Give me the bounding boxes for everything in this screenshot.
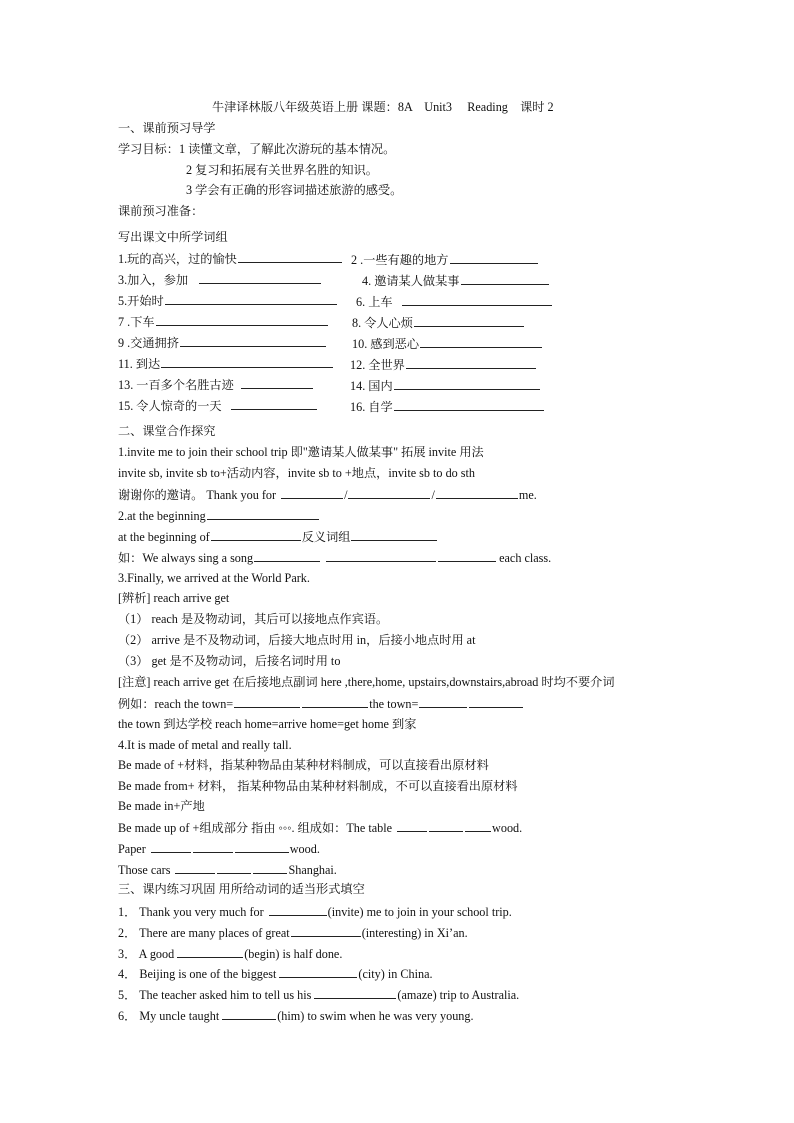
exercise-item: 1． Thank you very much for (invite) me to join in your school trip. (118, 905, 512, 919)
answer-blank[interactable] (156, 314, 328, 326)
phrase-prompt: 12. 全世界 (350, 358, 405, 372)
invite-usage: invite sb, invite sb to+活动内容，invite sb to +地点，invite sb to do sth (118, 466, 476, 480)
beginning-example: 如：We always sing a song each class. (118, 551, 552, 565)
section1-heading: 一、课前预习导学 (118, 121, 216, 135)
answer-blank[interactable] (151, 841, 191, 853)
answer-blank[interactable] (241, 377, 313, 389)
answer-blank[interactable] (402, 294, 552, 306)
section3-heading: 三、课内练习巩固 用所给动词的适当形式填空 (118, 882, 365, 896)
phrase-row (118, 272, 322, 288)
invite-note: 1.invite me to join their school trip 即"邀请某人做某事" 拓展 invite 用法 (118, 445, 484, 459)
phrase-prompt: 13. 一百多个名胜古迹 (118, 378, 234, 392)
answer-blank[interactable] (314, 987, 396, 999)
phrase-row (118, 335, 327, 351)
phrase-prompt: 2 .一些有趣的地方 (351, 253, 449, 267)
phrase-row-right (350, 377, 541, 394)
made-from-note: Be made from+ 材料， 指某种物品由某种材料制成，不可以直接看出原材料 (118, 779, 518, 793)
exercise-item: 4． Beijing is one of the biggest (city) in China. (118, 967, 433, 981)
phrase-prompt: 6. 上车 (356, 295, 393, 309)
beginning-note: 2.at the beginning (118, 508, 320, 524)
phrase-prompt: 14. 国内 (350, 379, 393, 393)
made-up-of-note: Be made up of +组成部分 指由 ◦◦◦. 组成如：The table wood. (118, 821, 523, 835)
answer-blank[interactable] (222, 1008, 276, 1020)
answer-blank[interactable] (348, 487, 430, 499)
answer-blank[interactable] (438, 550, 496, 562)
answer-blank[interactable] (254, 550, 320, 562)
prep-label: 课前预习准备： (118, 204, 204, 218)
answer-blank[interactable] (193, 841, 233, 853)
phrase-prompt: 16. 自学 (350, 400, 393, 414)
answer-blank[interactable] (238, 251, 342, 263)
phrase-row-right (356, 293, 553, 310)
phrase-prompt: 9 .交通拥挤 (118, 336, 179, 350)
answer-blank[interactable] (394, 399, 544, 411)
phrase-prompt: 15. 令人惊奇的一天 (118, 399, 222, 413)
answer-blank[interactable] (397, 820, 427, 832)
phrase-row-right (350, 398, 545, 415)
answer-blank[interactable] (161, 356, 333, 368)
phrase-prompt: 10. 感到恶心 (352, 337, 420, 351)
answer-blank[interactable] (461, 273, 549, 285)
phrase-row (118, 377, 314, 393)
goals-row-1 (118, 142, 395, 158)
answer-blank[interactable] (235, 841, 289, 853)
answer-blank[interactable] (253, 862, 287, 874)
reach-example: 例如：reach the town= the town= (118, 696, 524, 712)
phrase-prompt: 3.加入，参加 (118, 273, 189, 287)
attention-note: [注意] reach arrive get 在后接地点副词 here ,there,home, upstairs,downstairs,abroad 时均不要介词 (118, 675, 615, 689)
answer-blank[interactable] (394, 378, 540, 390)
reach-note: （1） reach 是及物动词，其后可以接地点作宾语。 (118, 612, 389, 626)
answer-blank[interactable] (279, 966, 357, 978)
phrase-prompt: 1.玩的高兴，过的愉快 (118, 252, 237, 266)
answer-blank[interactable] (326, 550, 436, 562)
answer-blank[interactable] (217, 862, 251, 874)
paper-example: Paper wood. (118, 842, 320, 856)
phrase-row-right (362, 272, 550, 289)
answer-blank[interactable] (465, 820, 491, 832)
beginning-of-note: at the beginning of 反义词组 (118, 529, 438, 545)
phrase-prompt: 11. 到达 (118, 357, 161, 371)
answer-blank[interactable] (351, 529, 437, 541)
answer-blank[interactable] (281, 487, 343, 499)
answer-blank[interactable] (231, 398, 317, 410)
answer-blank[interactable] (419, 696, 467, 708)
answer-blank[interactable] (429, 820, 463, 832)
answer-blank[interactable] (165, 293, 337, 305)
answer-blank[interactable] (180, 335, 326, 347)
distinguish-heading: [辨析] reach arrive get (118, 591, 230, 605)
answer-blank[interactable] (199, 272, 321, 284)
answer-blank[interactable] (177, 946, 243, 958)
answer-blank[interactable] (414, 315, 524, 327)
made-of-note: Be made of +材料，指某种物品由某种材料制成，可以直接看出原材料 (118, 758, 489, 772)
page-title: 牛津译林版八年级英语上册 课题：8A Unit3 Reading 课时 2 (212, 100, 554, 114)
answer-blank[interactable] (175, 862, 215, 874)
answer-blank[interactable] (420, 336, 542, 348)
phrase-prompt: 5.开始时 (118, 294, 164, 308)
exercise-item: 5． The teacher asked him to tell us his (amaze) trip to Australia. (118, 988, 520, 1002)
made-in-note: Be made in+产地 (118, 799, 205, 813)
get-note: （3） get 是不及物动词，后接名词时用 to (118, 654, 341, 668)
phrase-row-right (352, 314, 525, 331)
answer-blank[interactable] (450, 252, 538, 264)
phrase-row-right (352, 335, 543, 352)
made-of-sentence: 4.It is made of metal and really tall. (118, 738, 292, 752)
phrase-prompt: 7 .下车 (118, 315, 155, 329)
phrases-label: 写出课文中所学词组 (118, 230, 228, 244)
goal-3: 3 学会有正确的形容词描述旅游的感受。 (186, 183, 403, 197)
goal-1: 1 读懂文章，了解此次游玩的基本情况。 (178, 142, 396, 156)
phrase-row (118, 293, 338, 309)
section2-heading: 二、课堂合作探究 (118, 424, 216, 438)
cars-example: Those cars Shanghai. (118, 863, 337, 877)
goals-label: 学习目标： (118, 142, 179, 156)
answer-blank[interactable] (469, 696, 523, 708)
phrase-row (118, 314, 329, 330)
answer-blank[interactable] (406, 357, 536, 369)
phrase-prompt: 8. 令人心烦 (352, 316, 413, 330)
arrive-sentence: 3.Finally, we arrived at the World Park. (118, 571, 310, 585)
phrase-prompt: 4. 邀请某人做某事 (362, 274, 460, 288)
answer-blank[interactable] (211, 529, 301, 541)
phrase-row-right (351, 251, 539, 268)
answer-blank[interactable] (291, 925, 361, 937)
invite-exercise: 谢谢你的邀请。 Thank you for / / me. (118, 488, 537, 502)
arrive-note: （2） arrive 是不及物动词，后接大地点时用 in，后接小地点时用 at (118, 633, 476, 647)
answer-blank[interactable] (302, 696, 368, 708)
exercise-item: 6． My uncle taught (him) to swim when he was very young. (118, 1009, 474, 1023)
answer-blank[interactable] (207, 508, 319, 520)
phrase-row (118, 398, 318, 414)
reach-example-2: the town 到达学校 reach home=arrive home=get home 到家 (118, 717, 417, 731)
exercise-item: 3． A good (begin) is half done. (118, 947, 343, 961)
exercise-item: 2． There are many places of great (interesting) in Xi’an. (118, 926, 468, 940)
phrase-row-right (350, 356, 537, 373)
answer-blank[interactable] (234, 696, 300, 708)
phrase-row (118, 356, 334, 372)
answer-blank[interactable] (436, 487, 518, 499)
answer-blank[interactable] (269, 904, 327, 916)
phrase-row (118, 251, 343, 267)
goal-2: 2 复习和拓展有关世界名胜的知识。 (186, 163, 378, 177)
